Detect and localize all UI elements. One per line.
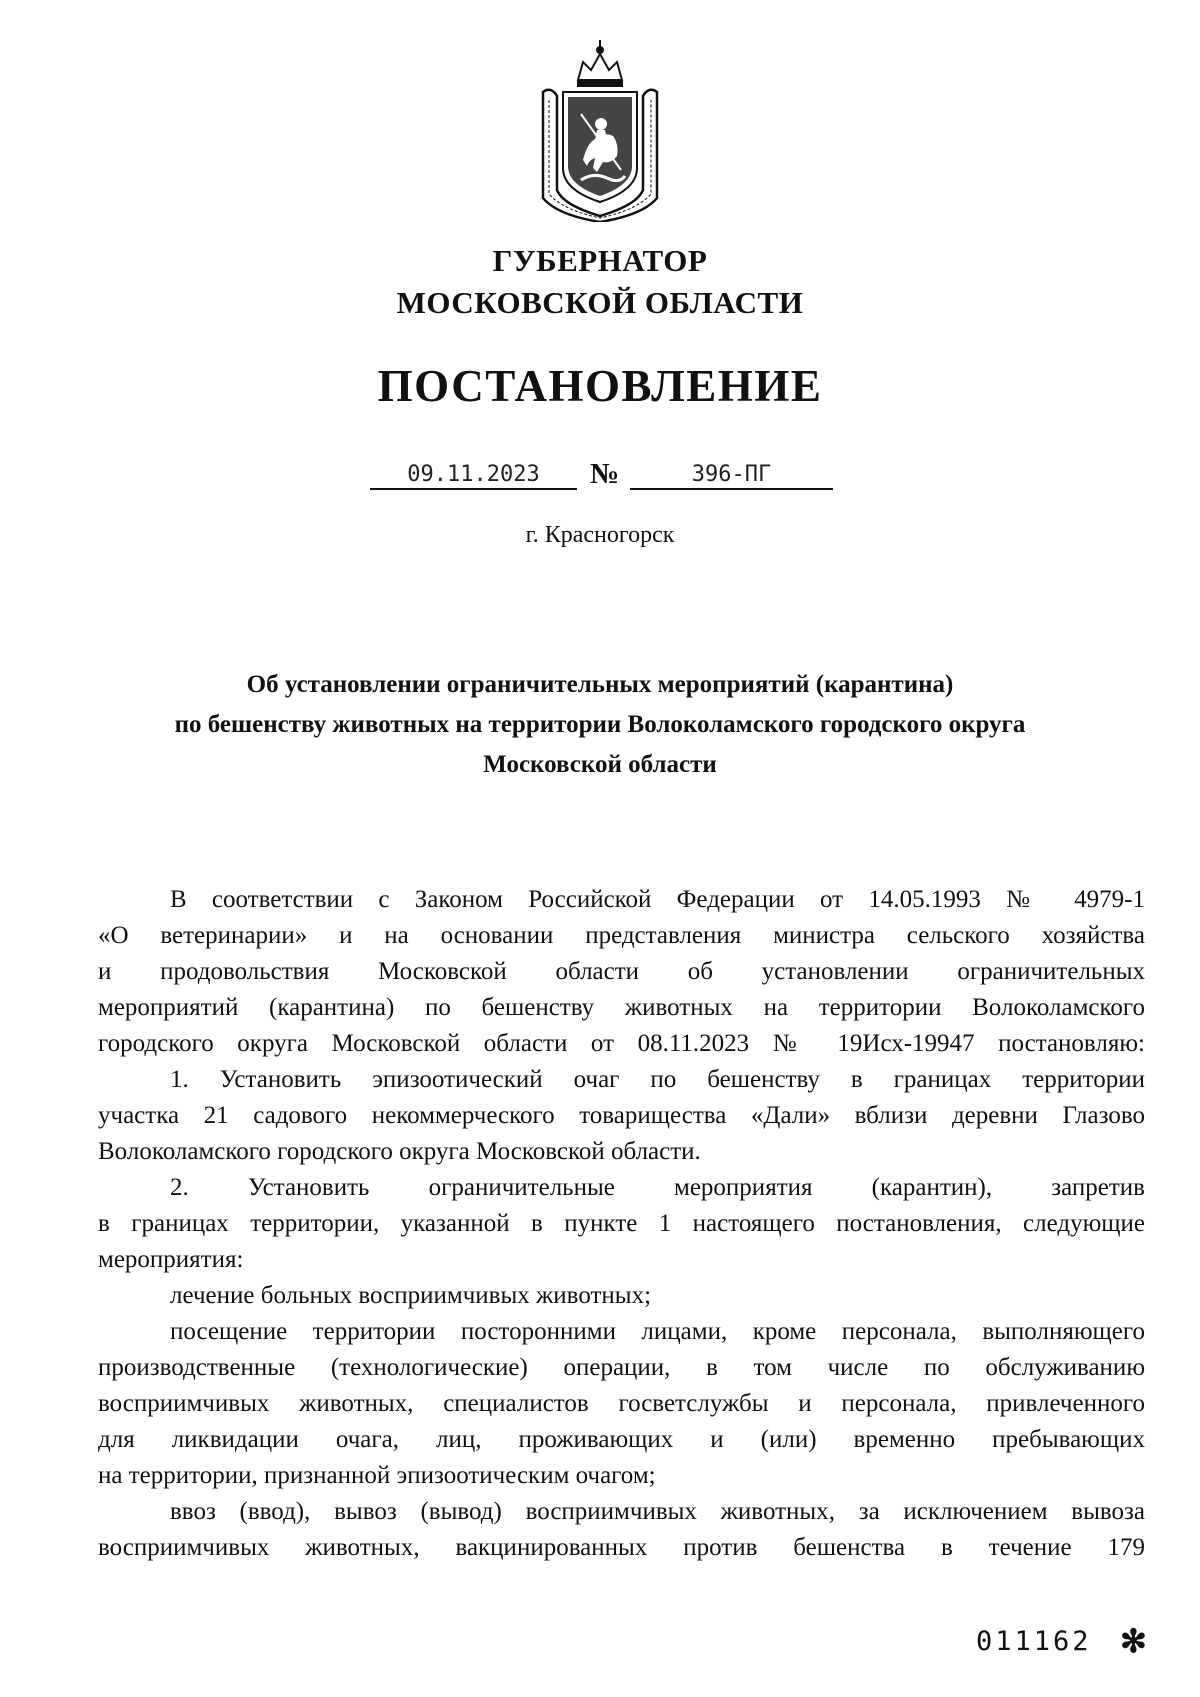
document-city: г. Красногорск (525, 522, 675, 548)
body-line: городского округа Московской области от 08.11.2023 № 19Исх-19947 постановляю: (98, 1030, 1145, 1057)
body-line: участка 21 садового некоммерческого товарищества «Дали» вблизи деревни Глазово (98, 1102, 1145, 1129)
body-line: лечение больных восприимчивых животных; (170, 1282, 652, 1309)
body-line: для ликвидации очага, лиц, проживающих и (или) временно пребывающих (98, 1426, 1145, 1453)
body-line: мероприятия: (98, 1246, 244, 1273)
body-line: Волоколамского городского округа Московской области. (98, 1138, 701, 1165)
body-line: восприимчивых животных, вакцинированных против бешенства в течение 179 (98, 1534, 1145, 1561)
document-date: 09.11.2023 (370, 452, 577, 490)
body-line: в границах территории, указанной в пункте 1 настоящего постановления, следующие (98, 1210, 1145, 1237)
document-type-heading: ПОСТАНОВЛЕНИЕ (377, 361, 823, 411)
body-line: производственные (технологические) операции, в том числе по обслуживанию (98, 1354, 1145, 1381)
body-line: 1. Установить эпизоотический очаг по бешенству в границах территории (170, 1066, 1145, 1093)
document-title-line-3: Московской области (483, 751, 717, 778)
body-line: мероприятий (карантина) по бешенству животных на территории Волоколамского (98, 994, 1145, 1021)
issuer-title-line-2: МОСКОВСКОЙ ОБЛАСТИ (396, 285, 804, 320)
asterisk-mark-icon: ✻ (1120, 1623, 1147, 1659)
body-line: В соответствии с Законом Российской Федерации от 14.05.1993 № 4979-1 (170, 886, 1145, 913)
coat-of-arms-icon (533, 40, 667, 222)
issuer-title-line-1: ГУБЕРНАТОР (492, 243, 708, 278)
body-line: 2. Установить ограничительные мероприятия (карантин), запретив (170, 1174, 1145, 1201)
body-line: «О ветеринарии» и на основании представления министра сельского хозяйства (98, 922, 1145, 949)
document-title-line-2: по бешенству животных на территории Волоколамского городского округа (174, 711, 1026, 738)
number-sign-label: № (590, 458, 620, 490)
body-line: посещение территории посторонними лицами, кроме персонала, выполняющего (170, 1318, 1145, 1345)
form-serial-number: 011162 (976, 1626, 1092, 1657)
body-line: восприимчивых животных, специалистов госветслужбы и персонала, привлеченного (98, 1390, 1145, 1417)
document-number: 396-ПГ (630, 452, 833, 490)
body-line: ввоз (ввод), вывоз (вывод) восприимчивых животных, за исключением вывоза (170, 1498, 1145, 1525)
body-line: на территории, признанной эпизоотическим очагом; (98, 1462, 656, 1489)
document-title-line-1: Об установлении ограничительных мероприятий (карантина) (246, 671, 954, 698)
body-line: и продовольствия Московской области об установлении ограничительных (98, 958, 1145, 985)
